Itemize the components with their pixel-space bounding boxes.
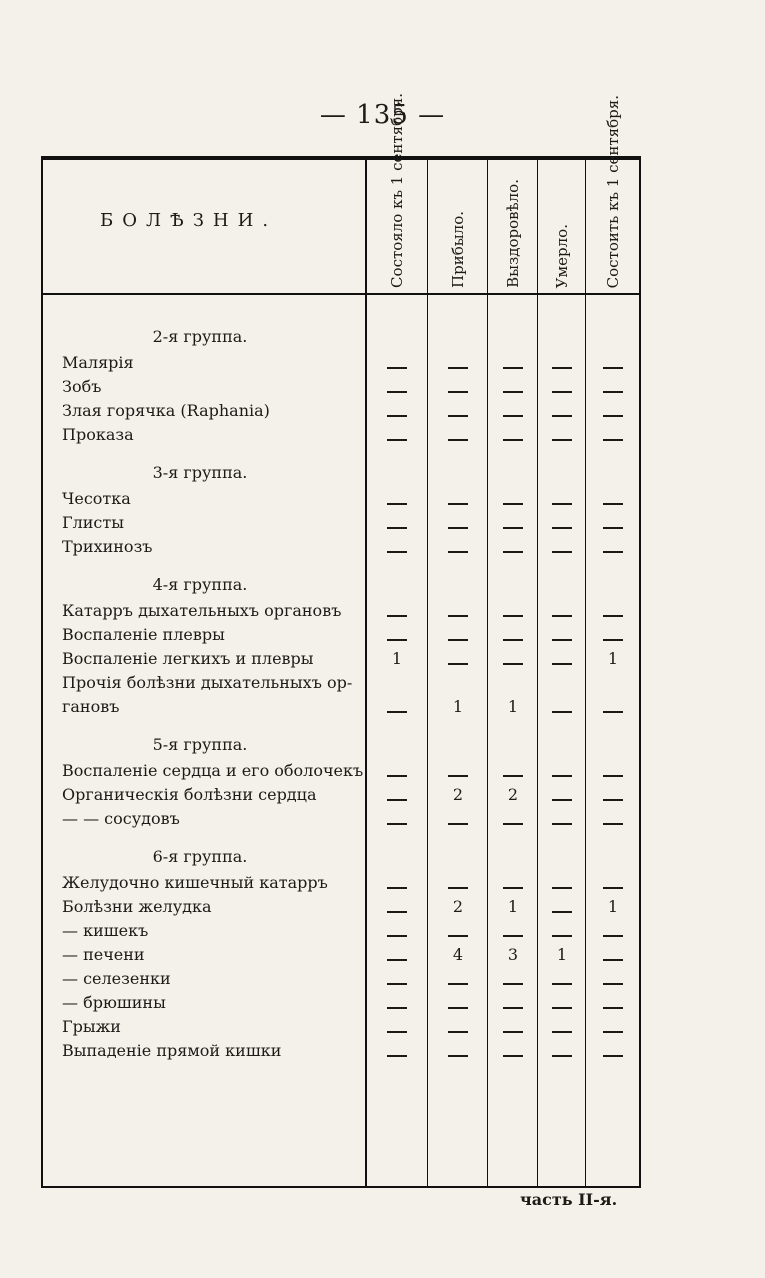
table-title: БОЛѢЗНИ. (100, 210, 278, 231)
table-row (62, 599, 362, 623)
disease-label: Желудочно кишечный катарръ (62, 873, 328, 892)
empty-cell-dash (387, 639, 407, 641)
empty-cell-dash (603, 1031, 623, 1033)
empty-cell-dash (387, 911, 407, 913)
empty-cell-dash (387, 391, 407, 393)
disease-label: Болѣзни желудка (62, 897, 212, 916)
table-row (62, 375, 362, 399)
empty-cell-dash (503, 823, 523, 825)
empty-cell-dash (387, 439, 407, 441)
empty-cell-dash (503, 775, 523, 777)
empty-cell-dash (387, 1055, 407, 1057)
column-header (367, 93, 427, 288)
empty-cell-dash (552, 415, 572, 417)
empty-cell-dash (552, 823, 572, 825)
column-header (429, 168, 487, 288)
empty-cell-dash (448, 663, 468, 665)
empty-cell-dash (552, 439, 572, 441)
column-header-label: Умерло. (552, 223, 571, 288)
empty-cell-dash (387, 823, 407, 825)
empty-cell-dash (552, 527, 572, 529)
empty-cell-dash (387, 503, 407, 505)
empty-cell-dash (503, 639, 523, 641)
empty-cell-dash (552, 799, 572, 801)
column-rule (487, 158, 488, 1188)
disease-label: Воспаленіе плевры (62, 625, 225, 644)
empty-cell-dash (603, 503, 623, 505)
empty-cell-dash (552, 615, 572, 617)
column-header-label: Состояло къ 1 сентября. (387, 93, 406, 288)
empty-cell-dash (552, 551, 572, 553)
empty-cell-dash (448, 367, 468, 369)
column-header-label: Состоить къ 1 сентября. (603, 94, 622, 288)
table-row (62, 623, 362, 647)
column-rule (427, 158, 428, 1188)
empty-cell-dash (448, 503, 468, 505)
empty-cell-dash (448, 775, 468, 777)
empty-cell-dash (503, 391, 523, 393)
empty-cell-dash (387, 983, 407, 985)
empty-cell-dash (603, 935, 623, 937)
value-cell: 3 (507, 945, 519, 964)
table-top-rule (41, 156, 641, 160)
value-cell: 2 (507, 785, 519, 804)
empty-cell-dash (603, 527, 623, 529)
empty-cell-dash (503, 663, 523, 665)
empty-cell-dash (603, 639, 623, 641)
table-row (62, 943, 362, 967)
value-cell: 2 (452, 897, 464, 916)
empty-cell-dash (552, 775, 572, 777)
empty-cell-dash (503, 1007, 523, 1009)
empty-cell-dash (552, 663, 572, 665)
table-row (62, 1015, 362, 1039)
empty-cell-dash (603, 799, 623, 801)
empty-cell-dash (387, 959, 407, 961)
table-row (62, 783, 362, 807)
table-bottom-rule (41, 1186, 641, 1188)
empty-cell-dash (387, 887, 407, 889)
empty-cell-dash (552, 711, 572, 713)
value-cell: 1 (391, 649, 403, 668)
value-cell: 1 (607, 649, 619, 668)
empty-cell-dash (503, 439, 523, 441)
empty-cell-dash (552, 391, 572, 393)
table-row (62, 511, 362, 535)
empty-cell-dash (603, 615, 623, 617)
table-row (62, 399, 362, 423)
column-header-label: Выздоровѣло. (503, 179, 522, 288)
table-row (62, 423, 362, 447)
group-heading: 6-я группа. (152, 847, 248, 866)
disease-label: Трихинозъ (62, 537, 153, 556)
empty-cell-dash (552, 887, 572, 889)
table-row (62, 759, 362, 783)
empty-cell-dash (503, 503, 523, 505)
empty-cell-dash (552, 983, 572, 985)
empty-cell-dash (448, 615, 468, 617)
empty-cell-dash (448, 1007, 468, 1009)
table-left-rule (41, 158, 43, 1188)
empty-cell-dash (448, 823, 468, 825)
empty-cell-dash (448, 639, 468, 641)
table-row (62, 695, 362, 719)
empty-cell-dash (603, 959, 623, 961)
empty-cell-dash (448, 887, 468, 889)
disease-label: гановъ (62, 697, 120, 716)
value-cell: 2 (452, 785, 464, 804)
empty-cell-dash (603, 711, 623, 713)
table-row (62, 1039, 362, 1063)
group-heading: 4-я группа. (152, 575, 248, 594)
disease-label: — брюшины (62, 993, 166, 1012)
empty-cell-dash (603, 775, 623, 777)
empty-cell-dash (503, 615, 523, 617)
disease-label: Глисты (62, 513, 124, 532)
empty-cell-dash (448, 391, 468, 393)
value-cell: 1 (507, 897, 519, 916)
empty-cell-dash (387, 935, 407, 937)
table-header-rule (41, 293, 641, 295)
value-cell: 1 (452, 697, 464, 716)
empty-cell-dash (552, 639, 572, 641)
empty-cell-dash (503, 551, 523, 553)
empty-cell-dash (552, 1055, 572, 1057)
table-row (62, 351, 362, 375)
value-cell: 1 (607, 897, 619, 916)
empty-cell-dash (387, 527, 407, 529)
disease-label: Прочія болѣзни дыхательныхъ ор- (62, 673, 353, 692)
value-cell: 1 (556, 945, 568, 964)
empty-cell-dash (387, 1007, 407, 1009)
empty-cell-dash (603, 1007, 623, 1009)
table-row (62, 671, 362, 695)
disease-label: Грыжи (62, 1017, 121, 1036)
empty-cell-dash (552, 935, 572, 937)
page-number: — 135 — (319, 100, 446, 130)
empty-cell-dash (448, 935, 468, 937)
disease-label: Катарръ дыхательныхъ органовъ (62, 601, 342, 620)
table-row (62, 487, 362, 511)
empty-cell-dash (387, 775, 407, 777)
value-cell: 4 (452, 945, 464, 964)
empty-cell-dash (387, 551, 407, 553)
disease-label: Злая горячка (Raphania) (62, 401, 270, 420)
empty-cell-dash (603, 367, 623, 369)
column-header (539, 168, 585, 288)
empty-cell-dash (552, 1007, 572, 1009)
empty-cell-dash (503, 527, 523, 529)
disease-label: Малярія (62, 353, 134, 372)
empty-cell-dash (387, 415, 407, 417)
table-row (62, 967, 362, 991)
table-row (62, 895, 362, 919)
empty-cell-dash (503, 1055, 523, 1057)
table-row (62, 919, 362, 943)
empty-cell-dash (503, 415, 523, 417)
empty-cell-dash (387, 1031, 407, 1033)
empty-cell-dash (552, 1031, 572, 1033)
disease-label: — кишекъ (62, 921, 149, 940)
empty-cell-dash (387, 799, 407, 801)
group-heading: 3-я группа. (152, 463, 248, 482)
empty-cell-dash (448, 527, 468, 529)
empty-cell-dash (448, 1055, 468, 1057)
empty-cell-dash (448, 439, 468, 441)
empty-cell-dash (503, 887, 523, 889)
empty-cell-dash (448, 415, 468, 417)
empty-cell-dash (603, 551, 623, 553)
empty-cell-dash (603, 415, 623, 417)
empty-cell-dash (503, 935, 523, 937)
table-row (62, 535, 362, 559)
value-cell: 1 (507, 697, 519, 716)
empty-cell-dash (448, 551, 468, 553)
column-header-label: Прибыло. (448, 211, 467, 288)
table-row (62, 871, 362, 895)
empty-cell-dash (603, 887, 623, 889)
empty-cell-dash (503, 367, 523, 369)
empty-cell-dash (552, 911, 572, 913)
empty-cell-dash (552, 503, 572, 505)
disease-label: Проказа (62, 425, 134, 444)
table-row (62, 991, 362, 1015)
empty-cell-dash (603, 391, 623, 393)
table-row (62, 807, 362, 831)
empty-cell-dash (448, 983, 468, 985)
empty-cell-dash (603, 1055, 623, 1057)
empty-cell-dash (448, 1031, 468, 1033)
group-heading: 2-я группа. (152, 327, 248, 346)
group-heading: 5-я группа. (152, 735, 248, 754)
empty-cell-dash (603, 983, 623, 985)
table-row (62, 647, 362, 671)
empty-cell-dash (387, 615, 407, 617)
empty-cell-dash (603, 823, 623, 825)
empty-cell-dash (387, 367, 407, 369)
column-header (587, 94, 639, 288)
disease-label: Выпаденіе прямой кишки (62, 1041, 282, 1060)
table-right-rule (639, 158, 641, 1188)
disease-label: Чесотка (62, 489, 131, 508)
disease-label: Воспаленіе сердца и его оболочекъ (62, 761, 364, 780)
disease-label: Зобъ (62, 377, 102, 396)
column-header (489, 168, 537, 288)
disease-label: Органическія болѣзни сердца (62, 785, 317, 804)
column-rule (537, 158, 538, 1188)
disease-label: — печени (62, 945, 145, 964)
page-footer: часть II-я. (520, 1190, 618, 1209)
disease-label: — селезенки (62, 969, 171, 988)
empty-cell-dash (387, 711, 407, 713)
column-rule (365, 158, 367, 1188)
empty-cell-dash (552, 367, 572, 369)
empty-cell-dash (503, 983, 523, 985)
empty-cell-dash (603, 439, 623, 441)
column-rule (585, 158, 586, 1188)
disease-label: — — сосудовъ (62, 809, 180, 828)
disease-label: Воспаленіе легкихъ и плевры (62, 649, 314, 668)
empty-cell-dash (503, 1031, 523, 1033)
